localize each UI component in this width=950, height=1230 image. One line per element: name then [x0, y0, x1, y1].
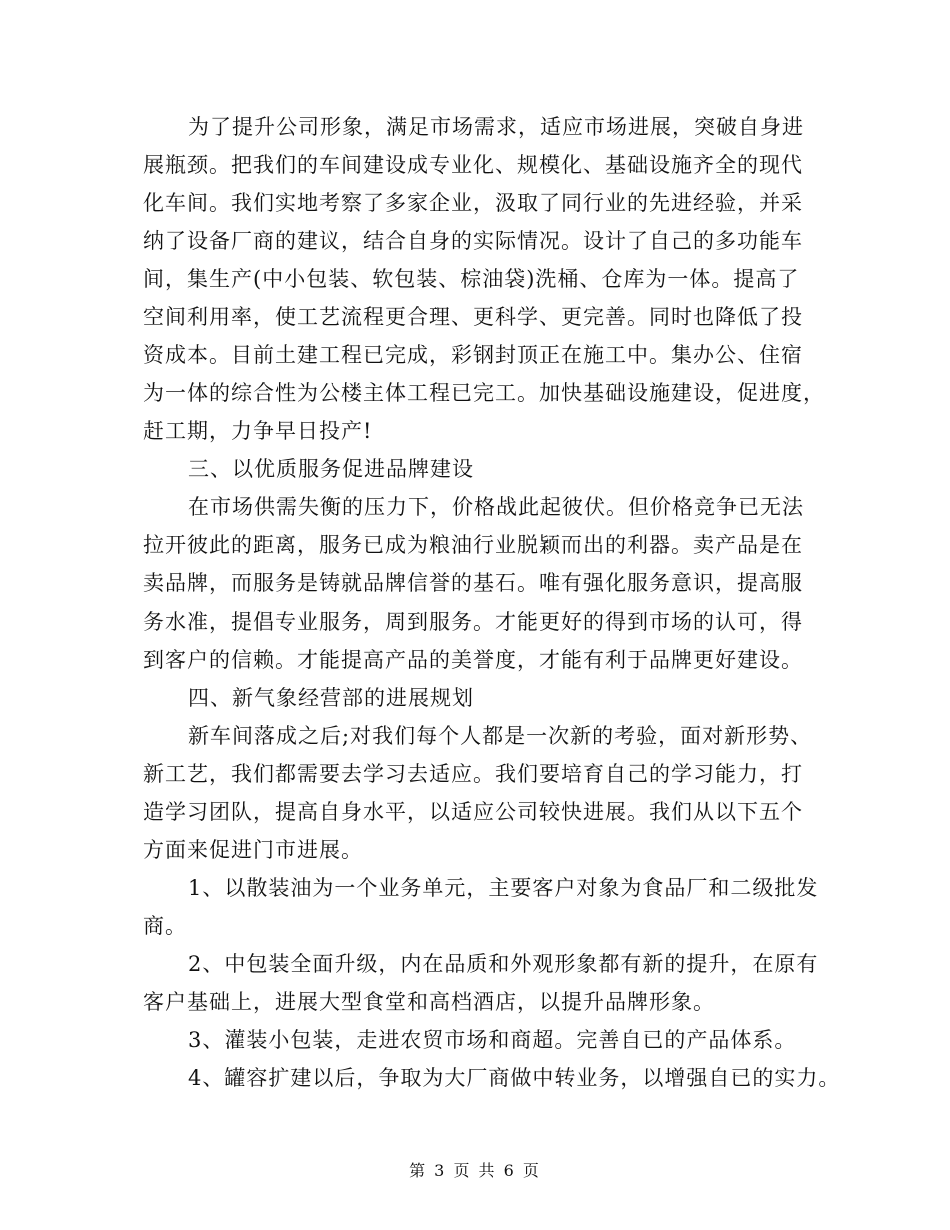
paragraph-line: 1、以散装油为一个业务单元，主要客户对象为食品厂和二级批发 — [188, 876, 819, 900]
paragraph-line: 务水准，提倡专业服务，周到服务。才能更好的得到市场的认可，得 — [143, 610, 803, 634]
page-footer: 第 3 页 共 6 页 — [409, 1161, 541, 1180]
paragraph-line: 客户基础上，进展大型食堂和高档酒店，以提升品牌形象。 — [143, 990, 715, 1014]
section-heading: 三、以优质服务促进品牌建设 — [188, 457, 474, 481]
paragraph-line: 资成本。目前土建工程已完成，彩钢封顶正在施工中。集办公、住宿 — [143, 343, 803, 367]
paragraph-line: 方面来促进门市进展。 — [143, 838, 363, 862]
paragraph-line: 间，集生产(中小包装、软包装、棕油袋)洗桶、仓库为一体。提高了 — [143, 267, 800, 291]
paragraph-line: 化车间。我们实地考察了多家企业，汲取了同行业的先进经验，并采 — [143, 191, 803, 215]
paragraph-line: 卖品牌，而服务是铸就品牌信誉的基石。唯有强化服务意识，提高服 — [143, 571, 803, 595]
paragraph-line: 新车间落成之后;对我们每个人都是一次新的考验，面对新形势、 — [188, 724, 813, 748]
paragraph-line: 赶工期，力争早日投产! — [143, 419, 373, 443]
paragraph-line: 2、中包装全面升级，内在品质和外观形象都有新的提升，在原有 — [188, 952, 819, 976]
paragraph-line: 拉开彼此的距离，服务已成为粮油行业脱颖而出的利器。卖产品是在 — [143, 533, 803, 557]
paragraph-line: 新工艺，我们都需要去学习去适应。我们要培育自己的学习能力，打 — [143, 762, 803, 786]
paragraph-line: 到客户的信赖。才能提高产品的美誉度，才能有利于品牌更好建设。 — [143, 648, 803, 672]
paragraph-line: 为一体的综合性为公楼主体工程已完工。加快基础设施建设，促进度， — [143, 381, 825, 405]
paragraph-line: 4、罐容扩建以后，争取为大厂商做中转业务，以增强自已的实力。 — [188, 1066, 841, 1090]
paragraph-line: 商。 — [143, 914, 187, 938]
paragraph-line: 在市场供需失衡的压力下，价格战此起彼伏。但价格竞争已无法 — [188, 495, 804, 519]
paragraph-line: 空间利用率，使工艺流程更合理、更科学、更完善。同时也降低了投 — [143, 305, 803, 329]
paragraph-line: 展瓶颈。把我们的车间建设成专业化、规模化、基础设施齐全的现代 — [143, 153, 803, 177]
paragraph-line: 为了提升公司形象，满足市场需求，适应市场进展，突破自身进 — [188, 115, 804, 139]
paragraph-line: 3、灌装小包装，走进农贸市场和商超。完善自已的产品体系。 — [188, 1028, 797, 1052]
paragraph-line: 造学习团队，提高自身水平，以适应公司较快进展。我们从以下五个 — [143, 800, 803, 824]
paragraph-line: 纳了设备厂商的建议，结合自身的实际情况。设计了自己的多功能车 — [143, 229, 803, 253]
section-heading: 四、新气象经营部的进展规划 — [188, 686, 474, 710]
